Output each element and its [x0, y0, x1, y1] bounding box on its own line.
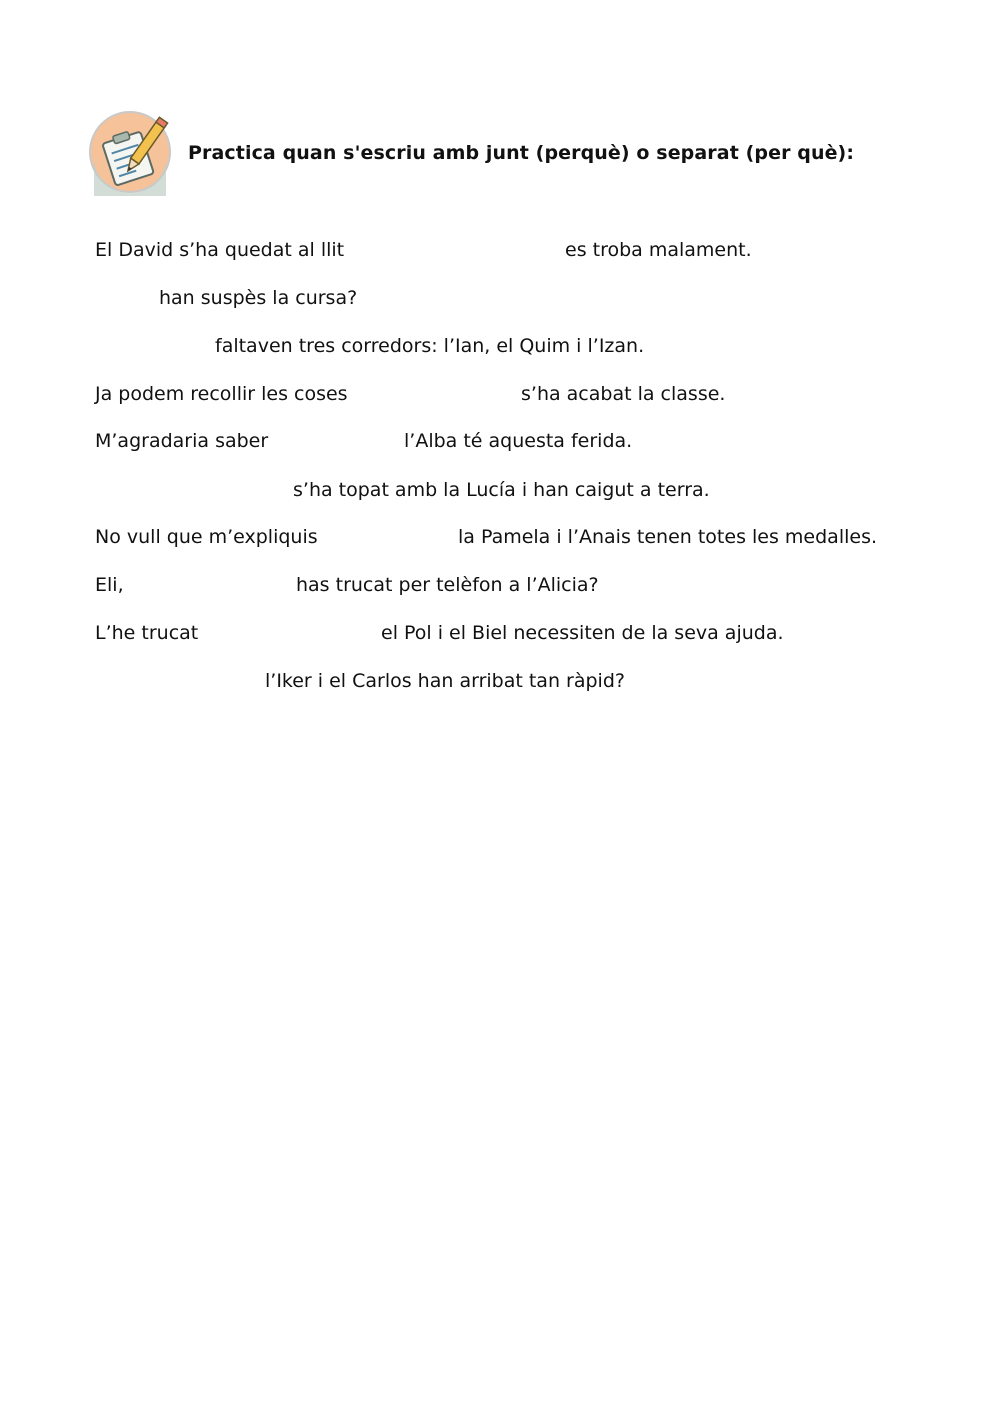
sentence-line [95, 286, 915, 310]
exercise-header [86, 108, 966, 198]
sentence-end: s’ha topat amb la Lucía i han caigut a terra. [293, 479, 710, 501]
sentence-line [95, 238, 915, 262]
sentence-line [95, 478, 915, 502]
sentence-line [95, 573, 915, 597]
sentence-line [95, 669, 915, 693]
sentence-start: No vull que m’expliquis [95, 526, 318, 548]
sentence-start: M’agradaria saber [95, 430, 269, 452]
sentence-line [95, 382, 915, 406]
sentence-start: Ja podem recollir les coses [95, 383, 348, 405]
sentence-line [95, 525, 915, 549]
sentence-end: es troba malament. [565, 239, 752, 261]
sentence-line [95, 334, 915, 358]
sentence-start: Eli, [95, 574, 124, 596]
sentence-end: la Pamela i l’Anais tenen totes les medalles. [458, 526, 878, 548]
exercise-title: Practica quan s'escriu amb junt (perquè) o separat (per què): [188, 142, 855, 164]
sentence-end: l’Iker i el Carlos han arribat tan ràpid? [265, 670, 625, 692]
sentence-end: han suspès la cursa? [159, 287, 358, 309]
sentence-end: has trucat per telèfon a l’Alicia? [296, 574, 599, 596]
notepad-pencil-icon [86, 108, 176, 196]
sentence-start: El David s’ha quedat al llit [95, 239, 345, 261]
sentence-line [95, 429, 915, 453]
sentence-end: el Pol i el Biel necessiten de la seva ajuda. [381, 622, 784, 644]
sentence-end: l’Alba té aquesta ferida. [404, 430, 633, 452]
sentence-start: L’he trucat [95, 622, 199, 644]
sentence-end: s’ha acabat la classe. [521, 383, 726, 405]
sentence-line [95, 621, 915, 645]
sentence-end: faltaven tres corredors: l’Ian, el Quim i l’Izan. [215, 335, 645, 357]
